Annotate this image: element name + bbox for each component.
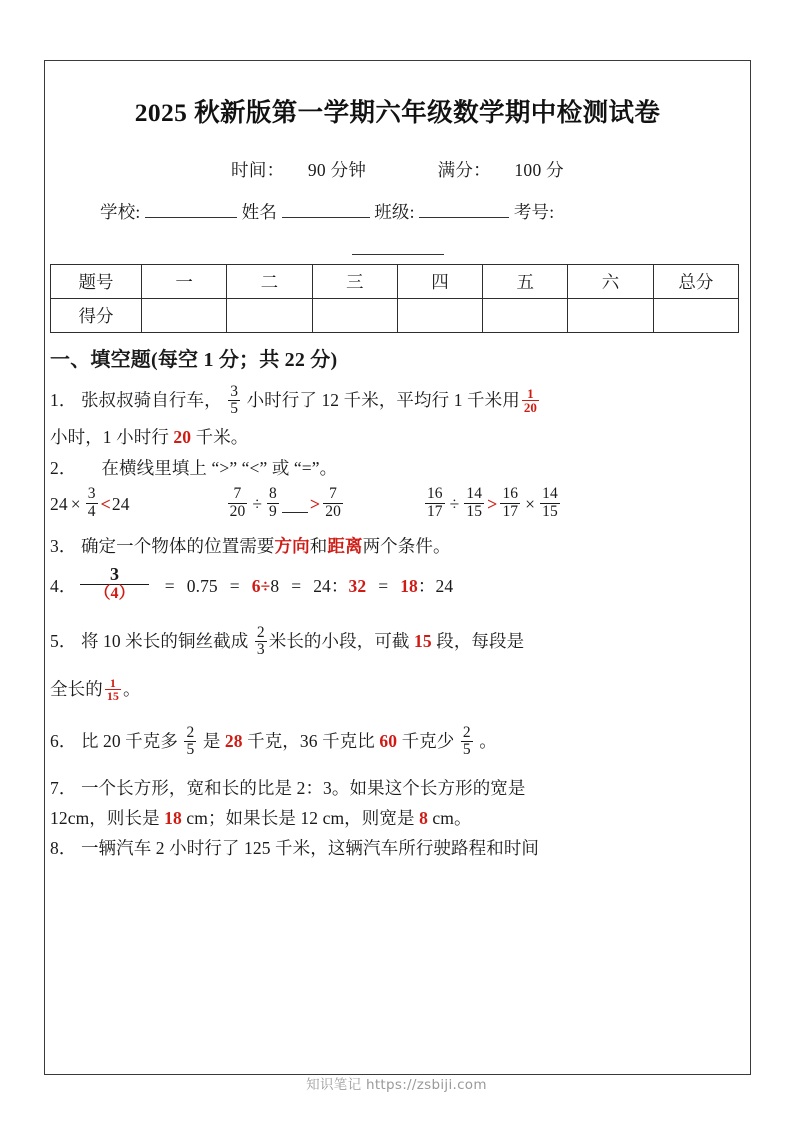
question-1-answer-2: 20: [173, 426, 192, 447]
question-6-answer-1: 28: [224, 730, 243, 751]
school-blank[interactable]: [145, 217, 237, 218]
divide-icon: ÷: [260, 575, 271, 596]
question-6-fraction-2-5-b: [461, 725, 473, 759]
exam-no-blank-wrap: [50, 242, 745, 258]
question-7-line-2: [50, 809, 745, 827]
fraction-numerator: 16: [426, 485, 443, 503]
fraction-denominator: 15: [542, 502, 558, 520]
exam-no-label: 考号:: [513, 202, 555, 222]
fraction-numerator: 14: [466, 485, 483, 503]
school-label: 学校:: [100, 202, 141, 222]
fraction-numerator: 1: [109, 675, 116, 690]
fraction-numerator: 3: [230, 383, 239, 400]
fraction-denominator: 5: [230, 400, 239, 418]
question-1-text-b: 小时行了 12 千米，平均行 1 千米用: [246, 389, 520, 410]
fraction-numerator: 14: [542, 485, 558, 503]
question-5-fraction-2-3: [255, 625, 267, 659]
divide-icon: ÷: [449, 493, 460, 514]
col-header-total: 总分: [653, 265, 738, 299]
col-header-6: 六: [568, 265, 653, 299]
expr3-fraction-16-17: [425, 486, 445, 520]
question-4-value-4: 24: [435, 575, 454, 596]
question-2-expression-3: [423, 487, 562, 521]
score-cell-2[interactable]: [227, 299, 312, 333]
question-6-text-c: 千克，36 千克比: [247, 730, 375, 751]
question-6-text-e: 。: [479, 730, 497, 751]
expr1-left-int: 24: [50, 493, 68, 514]
question-2-expressions: [50, 487, 745, 521]
expr1-fraction-3-4: [86, 486, 98, 520]
fraction-numerator: 3: [87, 485, 96, 503]
fraction-denominator: 5: [462, 741, 471, 759]
fraction-denominator: 20: [229, 502, 246, 520]
col-header-3: 三: [312, 265, 397, 299]
question-5-line-1: [50, 626, 745, 660]
question-4-answer-b: 32: [348, 575, 367, 596]
question-3-text-b: 和: [309, 535, 328, 556]
fraction-numerator: 2: [462, 723, 471, 741]
fraction-denominator: 9: [269, 502, 277, 520]
question-1: [50, 385, 745, 446]
question-2-expression-1: [50, 487, 130, 521]
full-score-value: 100 分: [514, 160, 564, 180]
fraction-denominator: 3: [256, 641, 265, 659]
question-2-number: 2．: [50, 457, 77, 478]
question-1-number: 1．: [50, 389, 77, 410]
question-5-number: 5．: [50, 630, 77, 651]
question-8-number: 8．: [50, 838, 77, 859]
expr1-right-int: 24: [111, 493, 130, 514]
col-header-2: 二: [227, 265, 312, 299]
fraction-denominator: 15: [466, 502, 483, 520]
question-7-answer-2: 8: [419, 807, 428, 828]
row-label-score: 得分: [51, 299, 142, 333]
score-cell-3[interactable]: [312, 299, 397, 333]
expr3-fraction-14-15-right: [540, 486, 560, 520]
expr2-fraction-7-20: [228, 486, 248, 520]
multiply-icon: ×: [70, 493, 81, 514]
fraction-denominator: 20: [523, 400, 538, 416]
score-cell-5[interactable]: [483, 299, 568, 333]
question-4-number: 4．: [50, 575, 77, 596]
question-6-answer-2: 60: [379, 730, 398, 751]
time-value: 90 分钟: [307, 160, 367, 180]
class-label: 班级:: [374, 202, 415, 222]
question-3-number: 3．: [50, 535, 77, 556]
question-1-text-a: 张叔叔骑自行车，: [80, 389, 222, 410]
question-6-number: 6．: [50, 730, 77, 751]
question-1-text-c: 小时，1 小时行: [50, 426, 169, 447]
question-4: [50, 564, 745, 604]
question-2-prompt: 在横线里填上 “>” “<” 或 “=”。: [101, 457, 338, 478]
question-7-text-1: 一个长方形，宽和长的比是 2：3。如果这个长方形的宽是: [80, 778, 526, 799]
question-7-number: 7．: [50, 778, 77, 799]
question-5-text-b: 米长的小段，可截: [268, 630, 410, 651]
row-label-question-no: 题号: [51, 265, 142, 299]
question-4-equals-1: =: [164, 575, 175, 596]
col-header-5: 五: [483, 265, 568, 299]
question-2-prompt-line: [50, 459, 745, 477]
divide-icon: ÷: [252, 493, 263, 514]
fraction-numerator: 8: [269, 485, 277, 503]
question-5-answer-fraction: [105, 677, 121, 703]
expr2-comparison-answer: >: [309, 493, 321, 514]
fraction-numerator: 16: [502, 485, 519, 503]
question-6: [50, 723, 745, 760]
expr2-fraction-7-20-right: [323, 486, 343, 520]
question-4-fraction: [80, 565, 148, 602]
question-7: [50, 779, 745, 827]
question-4-equals-3: =: [291, 575, 302, 596]
question-7-text-2a: 12cm，则长是: [50, 807, 160, 828]
question-5: [50, 626, 745, 704]
question-1-line-1: [50, 385, 745, 419]
score-cell-1[interactable]: [142, 299, 227, 333]
fraction-denominator: 20: [325, 502, 341, 520]
table-row-header: [51, 265, 739, 299]
question-1-line-2: [50, 428, 745, 446]
col-header-4: 四: [397, 265, 482, 299]
question-4-answer-a: 6: [251, 575, 261, 596]
fraction-denominator: 17: [502, 502, 519, 520]
question-8-text-1: 一辆汽车 2 小时行了 125 千米，这辆汽车所行驶路程和时间: [80, 838, 540, 859]
question-3-text-a: 确定一个物体的位置需要: [80, 535, 275, 556]
question-3-text-c: 两个条件。: [362, 535, 451, 556]
question-4-answer-c: 18: [400, 575, 418, 596]
question-7-line-1: [50, 779, 745, 797]
question-6-text-a: 比 20 千克多: [80, 730, 178, 751]
question-5-text-c: 段，每段是: [436, 630, 525, 651]
question-1-fraction-3-5: [228, 384, 240, 418]
full-score-label: 满分：: [437, 160, 491, 180]
fraction-denominator: 5: [186, 741, 195, 759]
score-table: [50, 264, 739, 333]
expr3-fraction-14-15: [464, 486, 484, 520]
section-heading-fill-in-blanks: 一、填空题(每空 1 分；共 22 分): [50, 349, 338, 371]
question-5-text-d: 全长的: [50, 678, 103, 699]
question-4-value-2: 8: [270, 575, 280, 596]
question-7-text-2c: cm。: [432, 807, 472, 828]
exam-meta-row: [50, 157, 745, 182]
fraction-numerator: 2: [186, 723, 195, 741]
class-blank[interactable]: [419, 217, 509, 218]
exam-no-blank[interactable]: [352, 253, 444, 255]
fraction-denominator: 17: [426, 502, 443, 520]
score-cell-6[interactable]: [568, 299, 653, 333]
fraction-denominator: 15: [106, 689, 120, 704]
question-7-answer-1: 18: [164, 807, 182, 828]
time-label: 时间：: [231, 160, 285, 180]
fraction-numerator: 7: [329, 485, 338, 503]
expr1-comparison-answer: <: [100, 493, 111, 514]
question-5-text-a: 将 10 米长的铜丝截成: [80, 630, 249, 651]
question-2-expression-2: [226, 487, 345, 521]
multiply-icon: ×: [525, 493, 536, 514]
page-title: 2025 秋新版第一学期六年级数学期中检测试卷: [134, 98, 661, 127]
question-4-equals-4: =: [378, 575, 389, 596]
question-4-colon-2: ：: [417, 575, 436, 596]
question-7-text-2b: cm；如果长是 12 cm，则宽是: [186, 807, 415, 828]
question-3-answer-2: 距离: [327, 535, 363, 556]
expr3-comparison-answer: >: [487, 493, 498, 514]
col-header-1: 一: [142, 265, 227, 299]
expr3-fraction-16-17-right: [500, 486, 520, 520]
question-2: [50, 459, 745, 521]
student-identity-row: [50, 199, 745, 224]
fraction-numerator: 3: [110, 564, 120, 585]
expr2-blank[interactable]: [282, 511, 308, 513]
fraction-numerator: 1: [527, 385, 534, 401]
question-6-text-b: 是: [202, 730, 221, 751]
footer-watermark: 知识笔记 https://zsbiji.com: [306, 1077, 487, 1093]
expr2-fraction-8-9: [267, 486, 279, 520]
fraction-numerator: 2: [256, 624, 265, 642]
question-6-text-d: 千克少: [401, 730, 455, 751]
question-1-answer-fraction: [522, 387, 539, 415]
question-5-answer-1: 15: [414, 630, 432, 651]
fraction-denominator-answer: （4）: [80, 584, 148, 602]
question-1-text-d: 千米。: [195, 426, 249, 447]
table-row-score: [51, 299, 739, 333]
name-label: 姓名: [241, 202, 278, 222]
question-3-answer-1: 方向: [274, 535, 310, 556]
score-cell-4[interactable]: [397, 299, 482, 333]
question-4-value-1: 0.75: [186, 575, 218, 596]
question-6-fraction-2-5-a: [184, 725, 196, 759]
exam-paper-content: [44, 60, 751, 1075]
question-4-colon-1: ：: [330, 575, 349, 596]
question-8: [50, 839, 745, 857]
question-4-value-3: 24: [313, 575, 331, 596]
fraction-denominator: 4: [87, 502, 96, 520]
question-5-line-2: [50, 675, 745, 704]
score-cell-total[interactable]: [653, 299, 738, 333]
question-3: [50, 537, 745, 555]
name-blank[interactable]: [282, 217, 370, 218]
fraction-numerator: 7: [233, 485, 242, 503]
question-4-equals-2: =: [229, 575, 240, 596]
question-5-text-e: 。: [123, 678, 141, 699]
